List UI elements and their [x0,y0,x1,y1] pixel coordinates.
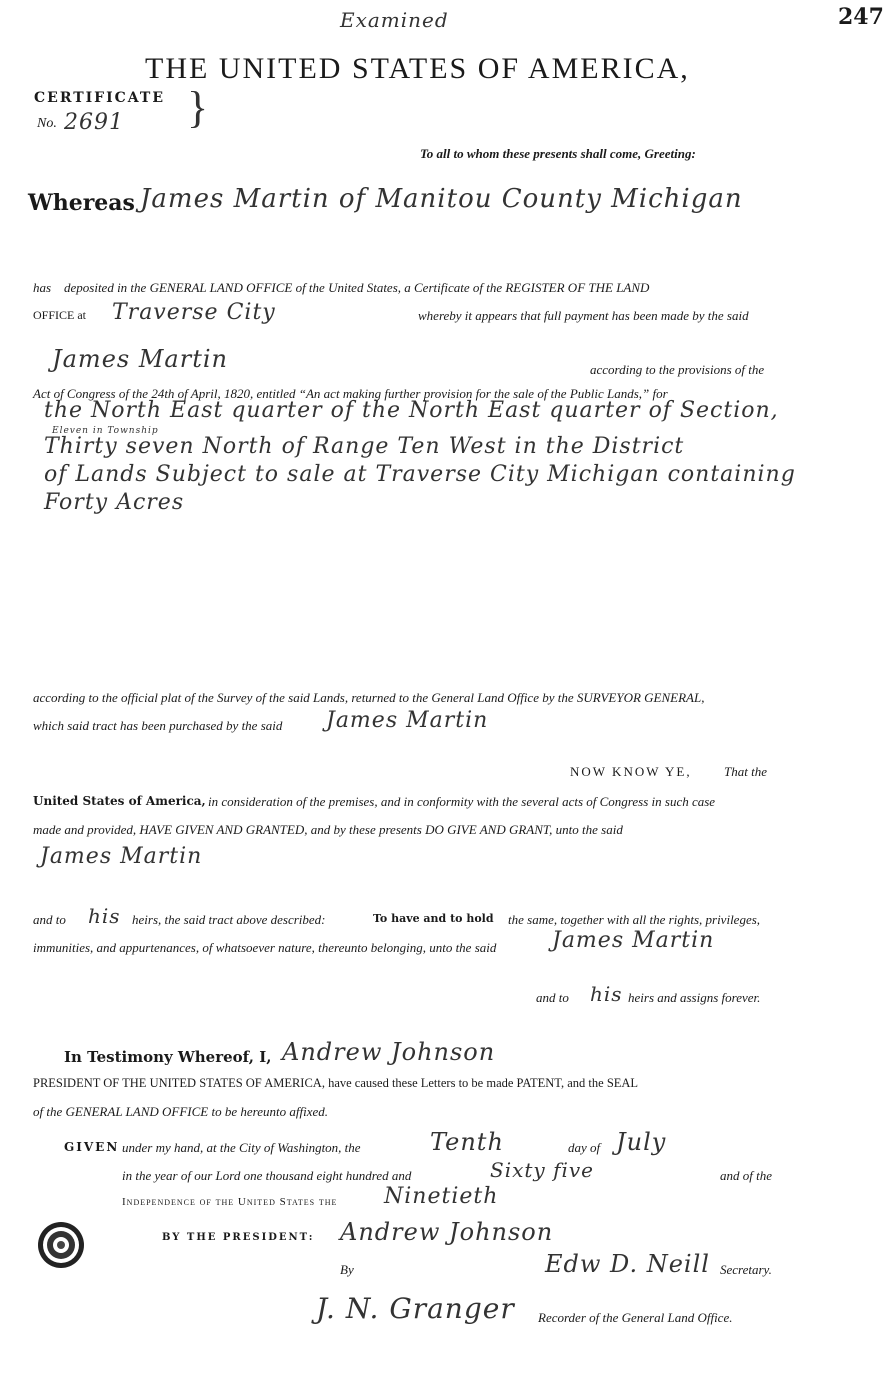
signature-recorder: J. N. Granger [316,1292,515,1325]
that-the: That the [724,764,767,779]
by-the-president: BY THE PRESIDENT: [162,1232,315,1243]
whereas-name: James Martin of Manitou County Michigan [140,184,743,214]
grantee-name: James Martin [40,844,203,869]
payment-text: whereby it appears that full payment has been made by the said [418,308,749,323]
and-to: and to [33,912,66,927]
president-text: PRESIDENT OF THE UNITED STATES OF AMERICA, have caused these Letters to be made PATENT, and the SEAL [33,1076,639,1090]
secretary-label: Secretary. [720,1262,772,1277]
signature-president: Andrew Johnson [340,1218,554,1246]
payer-name: James Martin [52,345,228,373]
purchased-text: which said tract has been purchased by the said [33,718,283,733]
deposit-has: has [33,280,52,295]
year-handwritten: Sixty five [490,1158,595,1182]
and-to-2: and to [536,990,569,1005]
land-line-3: of Lands Subject to sale at Traverse City Michigan containing [44,462,796,487]
made-text: made and provided, HAVE GIVEN AND GRANTED, and by these presents DO GIVE AND GRANT, unto the said [33,822,623,837]
president-handwritten: Andrew Johnson [282,1038,496,1066]
office-at: OFFICE at [33,308,87,322]
page-number: 247 [838,4,884,30]
land-line-1: the North East quarter of the North East quarter of Section, [44,398,779,423]
recorder-label: Recorder of the General Land Office. [538,1310,733,1325]
given-word: GIVEN [64,1140,120,1154]
his-1: his [88,904,121,928]
year-text: in the year of our Lord one thousand eight hundred and [122,1168,412,1183]
and-of-the: and of the [720,1168,772,1183]
signature-secretary: Edw D. Neill [545,1250,710,1278]
his-2: his [590,982,623,1006]
certificate-label: CERTIFICATE [34,90,165,106]
greeting: To all to whom these presents shall come, Greeting: [420,146,696,161]
month-handwritten: July [616,1128,667,1156]
grantee-name-2: James Martin [552,928,715,953]
independence-handwritten: Ninetieth [384,1184,499,1209]
certificate-number-label: No. [37,116,57,131]
gl-office-text: of the GENERAL LAND OFFICE to be hereunto affixed. [33,1104,328,1119]
now-know-ye: NOW KNOW YE, [570,764,692,779]
land-line-2: Thirty seven North of Range Ten West in the District [44,434,685,459]
immunities-text: immunities, and appurtenances, of whatsoever nature, thereunto belonging, unto the said [33,940,497,955]
to-have: To have and to hold [373,912,494,925]
office-location: Traverse City [112,300,276,325]
act-text: Act of Congress of the 24th of April, 1820, entitled “An act making further provision for the sale of the Public Lands,” for [33,386,668,401]
consideration-text: in consideration of the premises, and in conformity with the several acts of Congress in such case [208,794,716,809]
testimony: In Testimony Whereof, I, [64,1048,272,1066]
provisions-text: according to the provisions of the [590,362,765,377]
general-land-office-seal [36,1220,86,1270]
deposit-text: deposited in the GENERAL LAND OFFICE of the United States, a Certificate of the REGISTER OF THE LAND [64,280,650,295]
heirs-assigns: heirs and assigns forever. [628,990,761,1005]
land-line-small: Eleven in Township [52,426,159,436]
by-word: By [340,1262,354,1277]
whereas-word: Whereas [28,190,135,216]
day-handwritten: Tenth [430,1128,504,1156]
brace: } [187,83,209,132]
independence-text: Independence of the United States the [122,1196,338,1208]
together-text: the same, together with all the rights, privileges, [508,912,761,927]
examined-note: Examined [340,8,449,32]
land-line-4: Forty Acres [44,490,185,515]
certificate-number: 2691 [64,110,124,135]
heirs-text: heirs, the said tract above described: [132,912,326,927]
purchaser-name: James Martin [326,708,489,733]
given-text: under my hand, at the City of Washington, the [122,1140,361,1155]
usa-blackletter: United States of America, [33,794,206,808]
document-title: THE UNITED STATES OF AMERICA, [145,52,690,85]
plat-text: according to the official plat of the Survey of the said Lands, returned to the General Land Office by the SURVEYOR GENERAL, [33,690,705,705]
day-of: day of [568,1140,601,1155]
